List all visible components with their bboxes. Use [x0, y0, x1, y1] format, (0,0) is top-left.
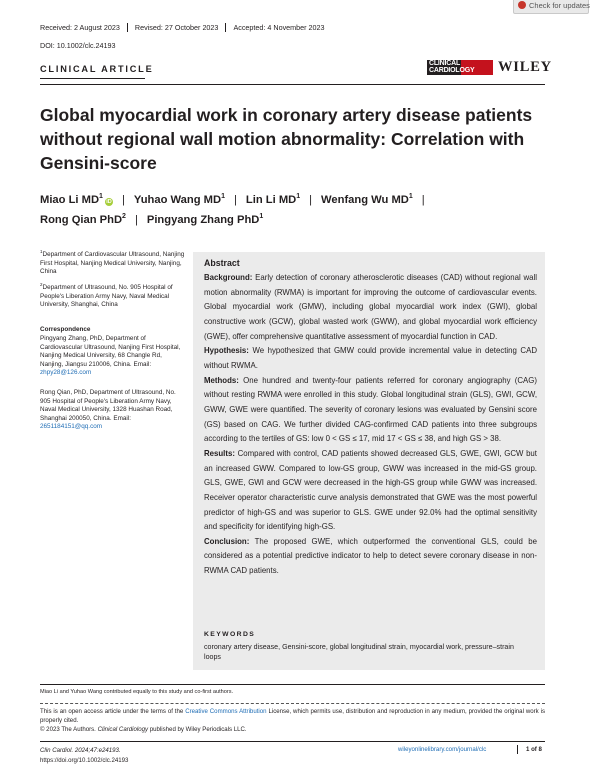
citation-text: Clin Cardiol. 2024;47:e24193. — [40, 747, 121, 754]
license-link[interactable]: Creative Commons Attribution — [185, 708, 267, 715]
author-name: Yuhao Wang MD — [133, 194, 222, 206]
journal-logo — [427, 60, 493, 75]
header-rule — [40, 84, 545, 85]
author-separator: | — [233, 194, 237, 206]
license-text: This is an open access article under the terms of the — [40, 708, 184, 715]
section-label: Hypothesis: — [204, 346, 249, 356]
email-label: Email: — [133, 360, 152, 368]
author-item[interactable] — [246, 194, 300, 206]
section-label: Results: — [204, 448, 235, 458]
abstract-methods — [204, 374, 537, 447]
email-link[interactable]: 2651184151@qq.com — [40, 423, 103, 431]
accepted-date: Accepted: 4 November 2023 — [233, 23, 325, 32]
copyright-journal: Clinical Cardiology — [97, 726, 149, 733]
date-divider — [127, 23, 128, 32]
copyright — [40, 726, 247, 733]
section-text: Early detection of coronary atherosclerotic diseases (CAD) without regional wall motion abnormality (RWMA) is important for improving the outcome of cardiovascular events. Global myocardial work (GMW), including global myocardial work index (GWI), global constructive work (GCW), global wasted work (GWW), and global myocardial work efficiency (GWE), offer comprehensive quantitative assessment of myocardial function in CAD. — [204, 273, 538, 341]
affiliation-mark: 2 — [40, 282, 43, 287]
citation — [40, 746, 128, 765]
citation-doi[interactable]: https://doi.org/10.1002/clc.24193 — [40, 756, 129, 764]
article-dates — [40, 23, 325, 32]
page-number: 1 of 8 — [526, 746, 542, 753]
publisher-logo: WILEY — [498, 59, 552, 75]
author-separator: | — [309, 194, 313, 206]
author-list — [40, 190, 540, 230]
affiliation-text: Department of Cardiovascular Ultrasound, Nanjing First Hospital, Nanjing Medical University, Nanjing, China — [40, 251, 185, 276]
contribution-note: Miao Li and Yuhao Wang contributed equally to this study and co-first authors. — [40, 689, 234, 695]
abstract-results — [204, 447, 537, 535]
email-label: Email: — [113, 414, 131, 422]
received-date: Received: 2 August 2023 — [40, 23, 120, 32]
journal-logo-line1: CLINICAL — [429, 60, 461, 67]
author-affiliation-mark: 1 — [221, 193, 225, 200]
footer-rule — [40, 684, 545, 685]
correspondence-address: Rong Qian, PhD, Department of Ultrasound, No. 905 Hospital of People's Liberation Army Navy, Naval Medical University, 1328 Huashan Road, Shanghai 200050, China. — [40, 389, 176, 422]
author-separator: | — [134, 214, 138, 226]
correspondence-heading: Correspondence — [40, 326, 91, 333]
revised-date: Revised: 27 October 2023 — [134, 23, 219, 32]
affiliation-text: Department of Ultrasound, No. 905 Hospital of People's Liberation Army Navy, Naval Medical University, Shanghai, China — [40, 284, 173, 309]
author-item[interactable] — [321, 194, 413, 206]
article-type: CLINICAL ARTICLE — [40, 64, 154, 74]
footer-rule — [40, 741, 545, 742]
abstract-background — [204, 271, 537, 344]
footer-dashed-rule — [40, 703, 545, 704]
affiliation-2 — [40, 284, 186, 310]
author-name: Rong Qian PhD — [40, 214, 123, 226]
keywords-text: coronary artery disease, Gensini-score, global longitudinal strain, myocardial work, pressure–strain loops — [204, 643, 514, 662]
author-separator: | — [421, 194, 425, 206]
correspondence-address: Pingyang Zhang, PhD, Department of Cardiovascular Ultrasound, Nanjing First Hospital, Nanjing Medical University, 68 Changle Rd, Nanjing, Jiangsu 210006, China. — [40, 335, 181, 368]
author-affiliation-mark: 1 — [296, 193, 301, 200]
update-icon — [518, 1, 526, 9]
article-type-underline — [40, 78, 145, 79]
author-item[interactable] — [134, 194, 225, 206]
copyright-text: © 2023 The Authors. — [40, 726, 96, 733]
author-item[interactable] — [40, 214, 126, 226]
author-name: Lin Li MD — [245, 194, 297, 206]
copyright-text: published by Wiley Periodicals LLC. — [149, 726, 247, 733]
section-label: Background: — [204, 273, 253, 282]
orcid-icon[interactable]: iD — [106, 199, 112, 205]
license-text: License, which permits use, distribution and reproduction in any medium, provided the original work is properly cited. — [40, 708, 545, 725]
footer-divider — [517, 745, 518, 754]
section-label: Methods: — [204, 375, 239, 385]
check-for-updates-badge[interactable] — [513, 0, 589, 14]
author-affiliation-mark: 2 — [122, 213, 126, 220]
affiliation-mark: 1 — [40, 249, 43, 254]
correspondence-block-1 — [40, 335, 186, 378]
author-affiliation-mark: 1 — [99, 193, 103, 200]
abstract-hypothesis — [204, 344, 537, 373]
author-affiliation-mark: 1 — [259, 213, 264, 220]
doi[interactable]: DOI: 10.1002/clc.24193 — [40, 41, 116, 50]
affiliation-1 — [40, 251, 186, 277]
section-label: Conclusion: — [204, 536, 250, 546]
check-for-updates-label: Check for updates — [529, 1, 590, 10]
section-text: Compared with control, CAD patients showed decreased GLS, GWE, GWI, GCW but an increased GWW. Compared to low-GS group, GWW was increased in the mid-GS group. GLS, GWE, GWI and GCW were decreased in the high-GS group while GWW was increased. Receiver operator characteristic curve analysis demonstrated that GWE was the most powerful predictor of high-GS and was superior to GLS. GWE under 92.0% had the optimal sensitivity and specificity for identifying high-GS. — [204, 448, 537, 532]
journal-url[interactable]: wileyonlinelibrary.com/journal/clc — [398, 746, 487, 753]
license-statement — [40, 707, 545, 725]
author-item[interactable] — [40, 194, 113, 206]
correspondence-block-2 — [40, 389, 186, 432]
abstract-conclusion — [204, 535, 537, 579]
author-separator: | — [121, 194, 125, 206]
date-divider — [225, 23, 226, 32]
author-name: Pingyang Zhang PhD — [146, 214, 260, 226]
keywords-heading: KEYWORDS — [204, 631, 256, 638]
section-text: We hypothesized that GMW could provide incremental value in detecting CAD without RWMA. — [204, 346, 537, 370]
journal-logo-line2: CARDIOLOGY — [429, 67, 475, 74]
author-affiliation-mark: 1 — [408, 193, 413, 200]
email-link[interactable]: zhpy28@126.com — [40, 369, 92, 377]
author-name: Wenfang Wu MD — [321, 194, 409, 206]
section-text: One hundred and twenty-four patients referred for coronary angiography (CAG) without resting RWMA were enrolled in this study. Global longitudinal strain (GLS), GWI, GCW, GWW, GWE were quantified. The severity of coronary lesions was evaluated by Gensini score (GS) based on CAG. We further divided CAG-confirmed CAD patients into three subgroups according to the tertiles of GS: low 0 < GS ≤ 17, mid 17 < GS ≤ 38, and high GS > 38. — [204, 375, 537, 444]
abstract-body — [204, 271, 537, 579]
author-name: Miao Li MD — [40, 194, 100, 206]
abstract-heading: Abstract — [204, 258, 240, 268]
section-text: The proposed GWE, which outperformed the conventional GLS, could be considered as a potential predictive indicator to help to detect severe coronary disease in non-RWMA CAD patients. — [204, 536, 537, 576]
article-title: Global myocardial work in coronary artery disease patients without regional wall motion abnormality: Correlation with Gensini-score — [40, 105, 533, 173]
author-item[interactable] — [147, 214, 263, 226]
